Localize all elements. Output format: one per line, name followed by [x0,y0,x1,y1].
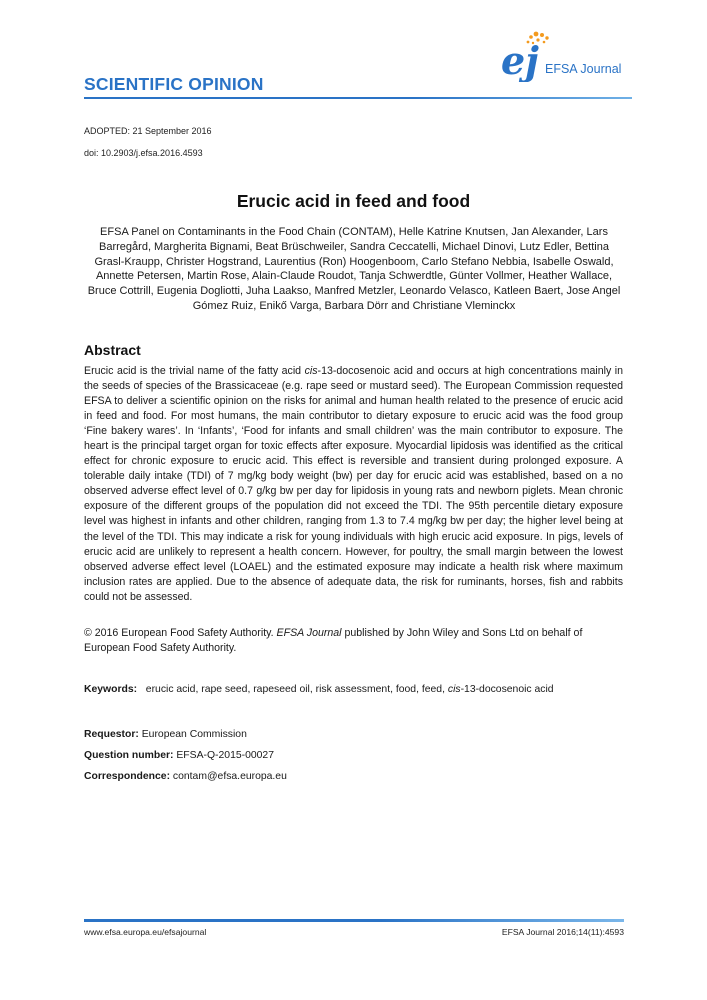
abstract-text-part: -13-docosenoic acid and occurs at high concentrations mainly in the seeds of species of the Brassicaceae (e.g. rape seed or mustard seed). The European Commission requested EFSA to deliver a scientific opinion on the risks for animal and human health related to the presence of erucic acid in feed and food. For most humans, the main contributor to dietary exposure to erucic acid was the food group ‘Fine bakery wares’. In ‘Infants’, ‘Food for infants and small children’ was the main contributor to exposure. The heart is the principal target organ for toxic effects after exposure. Myocardial lipidosis was identified as the critical effect for chronic exposure to erucic acid. This effect is reversible and transient during prolonged exposure. A tolerable daily intake (TDI) of 7 mg/kg body weight (bw) per day for erucic acid was established, based on a no observed adverse effect level of 0.7 g/kg bw per day for lipidosis in young rats and newborn piglets. Mean chronic exposure of the different groups of the population did not exceed the TDI. The 95th percentile dietary exposure level was highest in infants and other children, ranging from 1.3 to 7.4 mg/kg bw per day; the higher level being at the level of the TDI. This may indicate a risk for young individuals with high erucic acid exposure. In pigs, levels of erucic acid are unlikely to represent a health concern. However, for poultry, the small margin between the lowest observed adverse effect level (LOAEL) and the estimated exposure may indicate a health risk where maximum inclusion rates are applied. Due to the absence of adequate data, the risk for ruminants, horses, fish and rabbits could not be assessed. [84,365,623,603]
abstract-text-part: Erucic acid is the trivial name of the fatty acid [84,365,305,377]
copyright-notice [84,626,623,656]
copyright-part: published by John Wiley and Sons Ltd on behalf of European Food Safety Authority. [84,627,583,655]
adopted-date: ADOPTED: 21 September 2016 [84,126,212,136]
abstract-text [84,364,623,605]
requestor-label: Requestor: [84,729,139,740]
keywords [84,684,554,695]
abstract-heading: Abstract [84,342,141,358]
question-number-label: Question number: [84,750,174,761]
question-number-value: EFSA-Q-2015-00027 [176,750,274,761]
copyright-part: © 2016 European Food Safety Authority. [84,627,277,639]
header-rule [84,97,632,99]
requestor [84,729,247,740]
keywords-tail: -13-docosenoic acid [460,684,554,695]
page-title: Erucic acid in feed and food [236,191,471,211]
correspondence-email[interactable]: contam@efsa.europa.eu [172,771,287,782]
abstract-italic-cis: cis [304,365,318,377]
logo-mark: ej [501,38,539,82]
footer-rule [84,919,624,922]
requestor-value: European Commission [141,729,247,740]
journal-logo-text: EFSA Journal [545,62,622,76]
keywords-label: Keywords: [84,684,138,695]
footer-citation: EFSA Journal 2016;14(11):4593 [501,927,624,937]
correspondence [84,771,287,782]
footer-website-link[interactable]: www.efsa.europa.eu/efsajournal [84,927,207,937]
doi[interactable]: doi: 10.2903/j.efsa.2016.4593 [84,148,203,158]
copyright-journal-name: EFSA Journal [276,627,342,639]
correspondence-label: Correspondence: [84,771,171,782]
section-label: SCIENTIFIC OPINION [84,74,264,94]
keywords-italic: cis [447,684,461,695]
keywords-values: erucic acid, rape seed, rapeseed oil, risk assessment, food, feed, [145,684,448,695]
question-number [84,750,274,761]
author-list: EFSA Panel on Contaminants in the Food Chain (CONTAM), Helle Katrine Knutsen, Jan Alexander, Lars Barregård, Margherita Bignami, Beat Brüschweiler, Sandra Ceccatelli, Michael Dinovi, Lutz Edler, Bettina Grasl-Kraupp, Christer Hogstrand, Laurentius (Ron) Hoogenboom, Carlo Stefano Nebbia, Isabelle Oswald, Annette Petersen, Martin Rose, Alain-Claude Roudot, Tanja Schwerdtle, Günter Vollmer, Heather Wallace, Bruce Cottrill, Eugenia Dogliotti, Juha Laakso, Manfred Metzler, Leonardo Velasco, Katleen Baert, Jose Angel Gómez Ruiz, Enikő Varga, Barbara Dörr and Christiane Vleminckx [87,226,621,312]
